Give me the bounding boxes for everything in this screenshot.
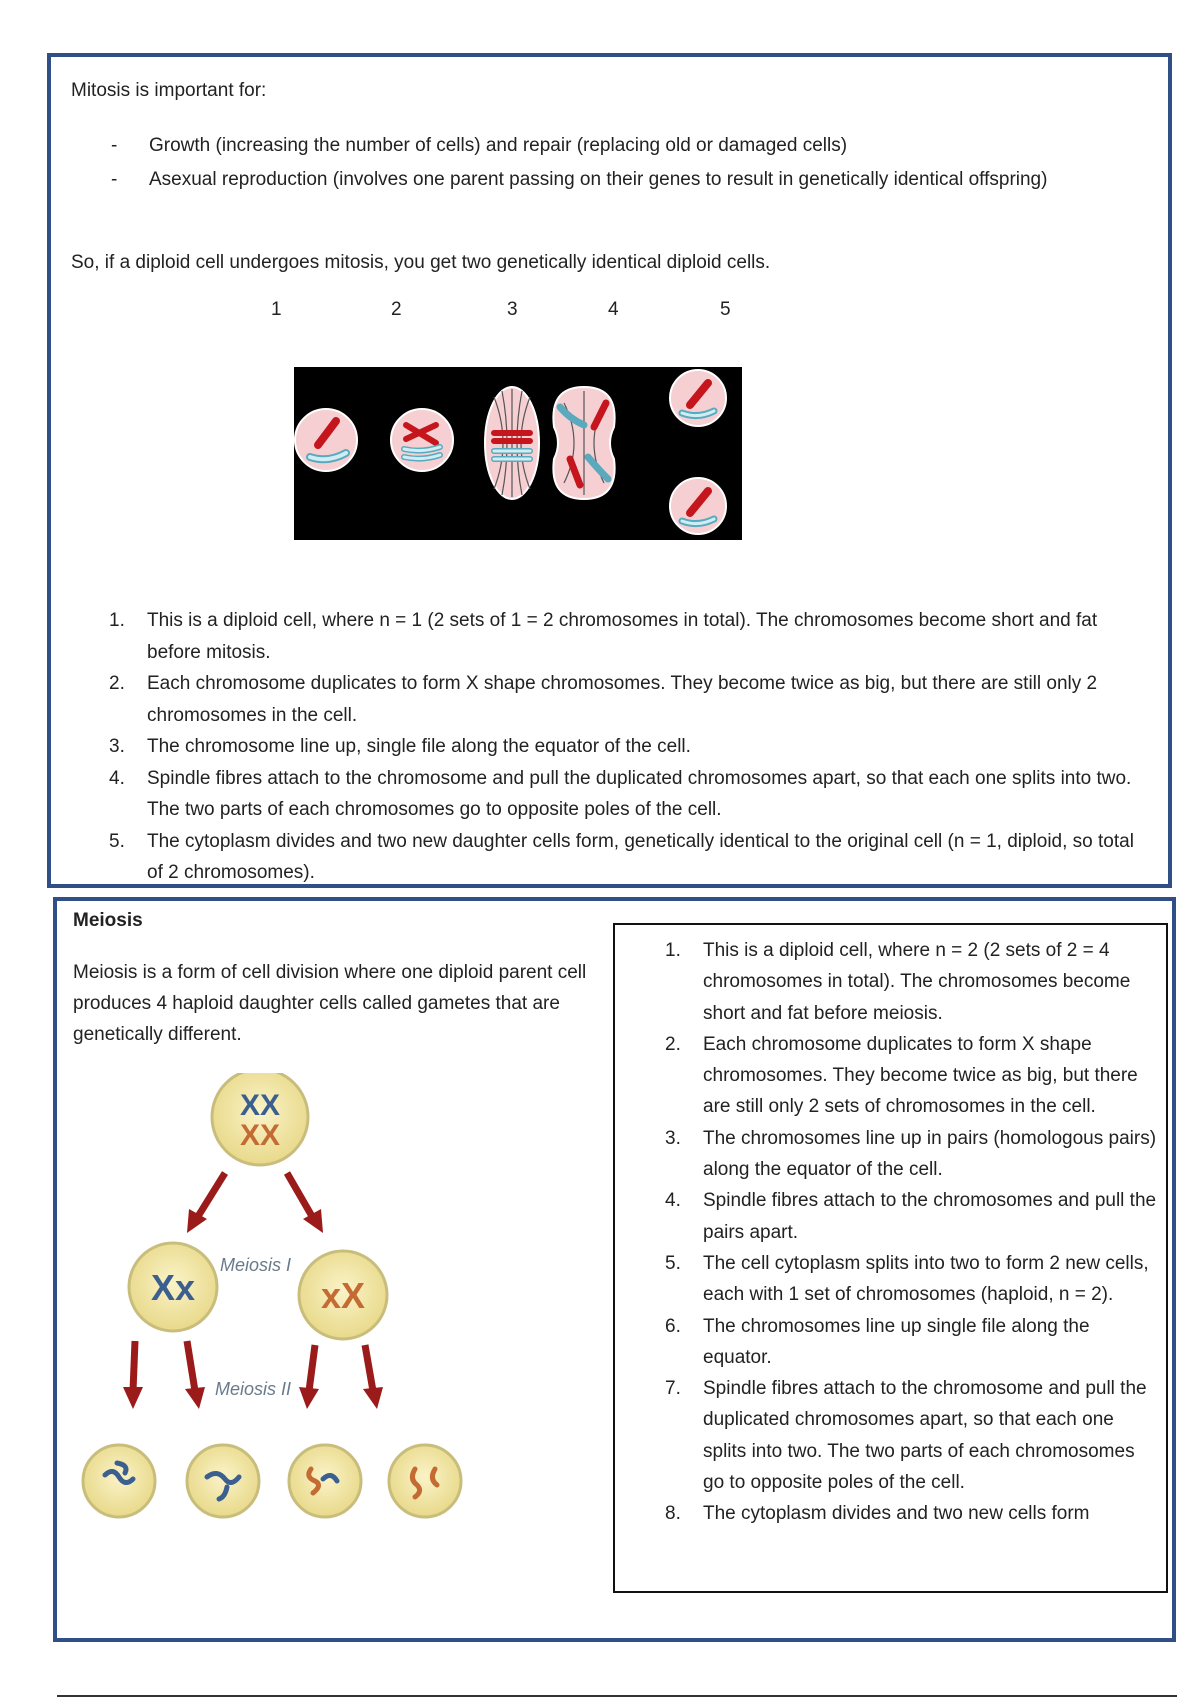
list-item: 3. The chromosomes line up in pairs (homologous pairs) along the equator of the cell. (665, 1127, 1157, 1181)
list-item: 5. The cell cytoplasm splits into two to form 2 new cells, each with 1 set of chromosomes (haploid, n = 2). (665, 1252, 1149, 1306)
list-item: 8. The cytoplasm divides and two new cells form (665, 1503, 1090, 1525)
mitosis-section (47, 53, 1172, 888)
meiosis-section (53, 897, 1176, 1642)
mitosis-intro: Mitosis is important for: (71, 80, 267, 101)
arrow-down-icon (185, 1341, 205, 1409)
list-item: 5. The cytoplasm divides and two new daughter cells form, genetically identical to the original cell (n = 1, diploid, so total of 2 chromosomes). (109, 830, 1134, 883)
list-item: - Asexual reproduction (involves one parent passing on their genes to result in genetically identical offspring) (111, 163, 1151, 197)
meiosis-steps-list (665, 935, 1160, 1530)
gamete-cell-1 (83, 1445, 155, 1517)
mitosis-steps-list (109, 605, 1149, 889)
list-item: - Growth (increasing the number of cells) and repair (replacing old or damaged cells) (111, 129, 1151, 163)
stage-number-3: 3 (507, 299, 518, 320)
list-item: 1. This is a diploid cell, where n = 2 (2 sets of 2 = 4 chromosomes in total). The chromosomes become short and fat before meiosis. (665, 940, 1131, 1024)
meiosis-diagram (75, 1073, 520, 1523)
gamete-cell-2 (187, 1445, 259, 1517)
list-item: 3. The chromosome line up, single file along the equator of the cell. (109, 736, 691, 757)
list-item: 2. Each chromosome duplicates to form X shape chromosomes. They become twice as big, but there are still only 2 sets of chromosomes in the cell. (665, 1033, 1138, 1118)
list-item: 4. Spindle fibres attach to the chromosomes and pull the pairs apart. (665, 1190, 1157, 1243)
meiosis-i-cell-left (129, 1243, 217, 1331)
gamete-cell-3 (289, 1445, 361, 1517)
meiosis-heading: Meiosis (73, 910, 143, 931)
stage-number-5: 5 (720, 299, 731, 320)
list-item: 1. This is a diploid cell, where n = 1 (2 sets of 1 = 2 chromosomes in total). The chromosomes become short and fat before mitosis. (109, 610, 1098, 663)
list-item: 7. Spindle fibres attach to the chromosome and pull the duplicated chromosomes apart, so that each one splits into two. The two parts of each chromosomes go to opposite poles of the cell. (665, 1378, 1147, 1494)
stage-number-4: 4 (608, 299, 619, 320)
svg-text:xX: xX (320, 1275, 366, 1316)
svg-text:XX: XX (239, 1089, 281, 1122)
mitosis-cell-stage-5-bottom (670, 478, 726, 534)
mitosis-cell-stage-2 (391, 409, 453, 471)
meiosis-parent-cell (212, 1073, 308, 1165)
mitosis-diagram (294, 367, 742, 540)
mitosis-summary: So, if a diploid cell undergoes mitosis, you get two genetically identical diploid cells. (71, 252, 771, 273)
list-item: 4. Spindle fibres attach to the chromosome and pull the duplicated chromosomes apart, so that each one splits into two. The two parts of each chromosomes go to opposite poles of the cell. (109, 767, 1132, 820)
page-divider (57, 1695, 1177, 1697)
meiosis-i-label: Meiosis I (220, 1255, 292, 1275)
mitosis-cell-stage-5-top (670, 370, 726, 426)
arrow-down-icon (363, 1345, 383, 1409)
arrow-down-left-icon (187, 1173, 225, 1233)
stage-number-1: 1 (271, 299, 282, 320)
list-item: 6. The chromosomes line up single file along the equator. (665, 1315, 1090, 1368)
mitosis-importance-list (111, 129, 1151, 197)
list-item: 2. Each chromosome duplicates to form X shape chromosomes. They become twice as big, but there are still only 2 chromosomes in the cell. (109, 673, 1098, 726)
arrow-down-icon (123, 1341, 143, 1409)
gamete-cell-4 (389, 1445, 461, 1517)
mitosis-cell-stage-1 (295, 409, 357, 471)
meiosis-steps-panel (613, 923, 1168, 1593)
meiosis-ii-label: Meiosis II (215, 1379, 292, 1399)
mitosis-cell-stage-3 (485, 387, 539, 499)
meiosis-i-cell-right (299, 1251, 387, 1339)
stage-number-2: 2 (391, 299, 402, 320)
arrow-down-right-icon (287, 1173, 323, 1233)
meiosis-intro: Meiosis is a form of cell division where one diploid parent cell produces 4 haploid daughter cells called gametes that are genetically different. (73, 962, 587, 1045)
svg-text:Xx: Xx (150, 1267, 196, 1308)
svg-text:XX: XX (239, 1119, 281, 1152)
mitosis-cell-stage-4 (553, 387, 614, 499)
arrow-down-icon (299, 1345, 319, 1409)
